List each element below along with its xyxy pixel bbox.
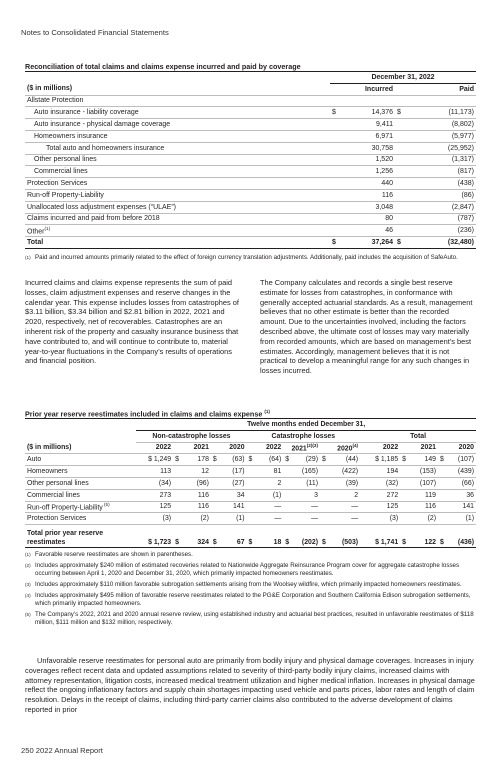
- table2-row: [25, 489, 476, 501]
- table1-row: [25, 237, 476, 249]
- cell-d2: [395, 95, 405, 107]
- table1-row: [25, 166, 476, 178]
- value-cell: 18: [258, 525, 284, 548]
- value-cell: 116: [182, 501, 211, 513]
- value-cell: $ 1,249: [136, 454, 173, 466]
- cell-paid: (32,480): [405, 237, 476, 249]
- value-cell: 194: [360, 466, 400, 478]
- page-header: Notes to Consolidated Financial Statements: [21, 28, 169, 37]
- table1-row: [25, 119, 476, 131]
- value-cell: $: [211, 525, 220, 548]
- table2-row: [25, 513, 476, 525]
- cell-incurred: 30,758: [340, 142, 395, 154]
- value-cell: (153): [409, 466, 438, 478]
- value-cell: [320, 466, 329, 478]
- row-label: Other$^{(1)}$: [25, 225, 330, 237]
- cell-d1: [330, 166, 340, 178]
- row-label: Run-off Property-Liability $^{(5)}$: [25, 501, 136, 513]
- cell-d2: [395, 154, 405, 166]
- row-label: Claims incurred and paid from before 2018: [25, 213, 330, 225]
- value-cell: 119: [409, 489, 438, 501]
- table1-row: [25, 142, 476, 154]
- table1-row: [25, 225, 476, 237]
- cell-incurred: 1,256: [340, 166, 395, 178]
- cell-paid: (2,847): [405, 201, 476, 213]
- cell-d2: $: [395, 107, 405, 119]
- value-cell: (436): [447, 525, 476, 548]
- value-cell: 116: [409, 501, 438, 513]
- value-cell: (1): [258, 489, 284, 501]
- value-cell: (34): [136, 477, 173, 489]
- value-cell: 125: [136, 501, 173, 513]
- value-cell: 113: [136, 466, 173, 478]
- paragraph-right: The Company calculates and records a single best reserve estimate for losses from catastrophes, in conformance with generally accepted actuarial standards. As a result, management believes that no other estimate is better than the recorded amount. Due to the uncertainties involved, including the factors described above, the ultimate cost of losses may vary materially from recorded amounts, which are based on management’s best estimates. Accordingly, management believes that it is not practical to develop a meaningful range for any such changes in losses incurred.: [260, 278, 473, 376]
- value-cell: $: [320, 454, 329, 466]
- value-cell: 125: [360, 501, 400, 513]
- table2-title: Prior year reserve reestimates included in claims and claims expense $^{(1)}$: [25, 409, 270, 419]
- row-label: Homeowners: [25, 466, 136, 478]
- cell-d1: [330, 130, 340, 142]
- cell-incurred: 14,376: [340, 107, 395, 119]
- value-cell: [247, 466, 258, 478]
- table2-row: [25, 501, 476, 513]
- value-cell: [173, 513, 182, 525]
- row-label: Commercial lines: [25, 166, 330, 178]
- value-cell: 67: [220, 525, 247, 548]
- table1-row: [25, 213, 476, 225]
- value-cell: —: [292, 513, 320, 525]
- value-cell: [211, 477, 220, 489]
- year-header: 2022: [360, 442, 400, 454]
- row-label: Homeowners insurance: [25, 130, 330, 142]
- row-label: Total prior year reserve reestimates: [25, 525, 136, 548]
- value-cell: 36: [447, 489, 476, 501]
- cell-incurred: [340, 95, 395, 107]
- value-cell: $: [320, 525, 329, 548]
- table1-title: Reconciliation of total claims and claims expense incurred and paid by coverage: [25, 62, 301, 71]
- table2-row: [25, 466, 476, 478]
- cell-incurred: 9,411: [340, 119, 395, 131]
- cell-paid: (5,977): [405, 130, 476, 142]
- table2-row: [25, 454, 476, 466]
- value-cell: (503): [329, 525, 360, 548]
- cell-paid: (25,952): [405, 142, 476, 154]
- cell-incurred: 116: [340, 189, 395, 201]
- cell-paid: (1,317): [405, 154, 476, 166]
- cell-d2: [395, 225, 405, 237]
- cell-d1: [330, 189, 340, 201]
- value-cell: 149: [409, 454, 438, 466]
- value-cell: [283, 501, 292, 513]
- value-cell: $: [247, 454, 258, 466]
- cell-d1: [330, 154, 340, 166]
- table1-footnotes: [25, 254, 475, 265]
- value-cell: (64): [258, 454, 284, 466]
- value-cell: [320, 489, 329, 501]
- footnote: (4) Includes approximately $495 million of favorable reserve reestimates related to the PG&E Corporation and Southern California Edison subrogation settlements, which primarily impacted homeowners.: [25, 592, 471, 607]
- footnote: (1) Favorable reserve reestimates are shown in parentheses.: [25, 551, 193, 558]
- value-cell: —: [329, 501, 360, 513]
- group-cat: Catastrophe losses: [247, 430, 361, 442]
- value-cell: (3): [360, 513, 400, 525]
- row-label: Total auto and homeowners insurance: [25, 142, 330, 154]
- table1-row: [25, 107, 476, 119]
- value-cell: (63): [220, 454, 247, 466]
- value-cell: [438, 513, 447, 525]
- value-cell: (17): [220, 466, 247, 478]
- cell-d1: [330, 225, 340, 237]
- table1-row: [25, 189, 476, 201]
- value-cell: $: [247, 525, 258, 548]
- cell-incurred: 6,971: [340, 130, 395, 142]
- value-cell: [247, 477, 258, 489]
- value-cell: (39): [329, 477, 360, 489]
- row-label: Run-off Property-Liability: [25, 189, 330, 201]
- cell-incurred: 1,520: [340, 154, 395, 166]
- table1-row: [25, 95, 476, 107]
- value-cell: [247, 489, 258, 501]
- cell-incurred: 37,264: [340, 237, 395, 249]
- row-label: Commercial lines: [25, 489, 136, 501]
- paragraph-left: Incurred claims and claims expense represents the sum of paid losses, claim adjustment expenses and reserve changes in the calendar year. This expense includes losses from catastrophes of $3.11 billion, $3.34 billion and $2.81 billion in 2022, 2021 and 2020, respectively, net of recoverables. Catastrophes are an inherent risk of the property and casualty insurance business that have contributed to, and will continue to contribute to, material year-to-year fluctuations in the Company’s results of operations and financial position.: [25, 278, 239, 366]
- cell-paid: (438): [405, 178, 476, 190]
- cell-d1: [330, 119, 340, 131]
- reestimates-table: [25, 419, 476, 548]
- value-cell: —: [292, 501, 320, 513]
- value-cell: [400, 489, 409, 501]
- table2-row: [25, 477, 476, 489]
- value-cell: $ 1,741: [360, 525, 400, 548]
- table2-period: Twelve months ended December 31,: [136, 419, 476, 430]
- value-cell: —: [329, 513, 360, 525]
- value-cell: $ 1,723: [136, 525, 173, 548]
- value-cell: 178: [182, 454, 211, 466]
- year-header: $2021^{(2)(3)}$: [283, 442, 320, 454]
- value-cell: [173, 466, 182, 478]
- value-cell: [320, 501, 329, 513]
- value-cell: (66): [447, 477, 476, 489]
- row-label: Protection Services: [25, 513, 136, 525]
- value-cell: [438, 489, 447, 501]
- year-header: 2020: [211, 442, 247, 454]
- footnote-text: Paid and incurred amounts primarily related to the effect of foreign currency translation adjustments. Additionally, paid includes the acquisition of SafeAuto.: [35, 254, 458, 261]
- value-cell: (11): [292, 477, 320, 489]
- value-cell: 141: [447, 501, 476, 513]
- value-cell: (1): [447, 513, 476, 525]
- year-header: 2022: [136, 442, 173, 454]
- cell-d2: [395, 119, 405, 131]
- footnote: (5) The Company’s 2022, 2021 and 2020 annual reserve review, using established industry and actuarial best practices, resulted in unfavorable reestimates of $118 million, $111 million and $132 million, respectively.: [25, 611, 474, 626]
- value-cell: 81: [258, 466, 284, 478]
- cell-d1: [330, 142, 340, 154]
- cell-incurred: 440: [340, 178, 395, 190]
- row-label: Auto insurance - liability coverage: [25, 107, 330, 119]
- value-cell: 2: [258, 477, 284, 489]
- value-cell: 12: [182, 466, 211, 478]
- value-cell: 116: [182, 489, 211, 501]
- cell-d1: [330, 213, 340, 225]
- value-cell: (107): [447, 454, 476, 466]
- cell-d2: $: [395, 237, 405, 249]
- table2-unit: ($ in millions): [25, 442, 136, 454]
- value-cell: [173, 489, 182, 501]
- cell-paid: (11,173): [405, 107, 476, 119]
- cell-d2: [395, 201, 405, 213]
- value-cell: (107): [409, 477, 438, 489]
- value-cell: (3): [136, 513, 173, 525]
- value-cell: [400, 513, 409, 525]
- table2-row: [25, 525, 476, 548]
- table1-unit: ($ in millions): [25, 83, 330, 95]
- value-cell: [173, 477, 182, 489]
- table1-period: December 31, 2022: [330, 72, 476, 83]
- cell-paid: (236): [405, 225, 476, 237]
- incurred-header: Incurred: [330, 83, 395, 95]
- table1-row: [25, 178, 476, 190]
- cell-d2: [395, 178, 405, 190]
- value-cell: $: [438, 525, 447, 548]
- value-cell: 324: [182, 525, 211, 548]
- value-cell: [438, 466, 447, 478]
- claims-table: [25, 72, 476, 249]
- value-cell: [283, 477, 292, 489]
- year-header: 2021: [173, 442, 211, 454]
- row-label: Total: [25, 237, 330, 249]
- value-cell: [320, 477, 329, 489]
- value-cell: [247, 501, 258, 513]
- value-cell: [211, 501, 220, 513]
- year-header: 2020$^{(4)}$: [320, 442, 360, 454]
- value-cell: [283, 489, 292, 501]
- value-cell: 3: [292, 489, 320, 501]
- value-cell: $: [283, 454, 292, 466]
- value-cell: (2): [182, 513, 211, 525]
- cell-d2: [395, 213, 405, 225]
- page-footer: 250 2022 Annual Report: [21, 746, 103, 755]
- value-cell: [400, 466, 409, 478]
- value-cell: —: [258, 501, 284, 513]
- value-cell: 34: [220, 489, 247, 501]
- row-label: Other personal lines: [25, 477, 136, 489]
- cell-paid: (86): [405, 189, 476, 201]
- cell-paid: (787): [405, 213, 476, 225]
- row-label: Other personal lines: [25, 154, 330, 166]
- value-cell: $: [173, 525, 182, 548]
- table1-row: [25, 154, 476, 166]
- value-cell: [247, 513, 258, 525]
- value-cell: [283, 466, 292, 478]
- cell-d1: [330, 178, 340, 190]
- paragraph-bottom: Unfavorable reserve reestimates for personal auto are primarily from bodily injury and physical damage coverages. Increases in injury coverages reflect recent data and updated assumptions related to severity of third-party bodily injury claims, increased claims with attorney representation, litigation costs, increased medical treatment utilization and higher medical inflation. Increases in physical damage reflect the ongoing inflationary factors and supply chain shortages impacting used vehicle and parts prices, labor rates and length of claim resolution. Delays in the receipt of claims, including third-party carrier claims also contributed to the adverse development of claims reported in prior: [25, 656, 475, 714]
- value-cell: 2: [329, 489, 360, 501]
- value-cell: (29): [292, 454, 320, 466]
- value-cell: (422): [329, 466, 360, 478]
- row-label: Auto: [25, 454, 136, 466]
- value-cell: [173, 501, 182, 513]
- value-cell: $: [211, 454, 220, 466]
- value-cell: 122: [409, 525, 438, 548]
- row-label: Allstate Protection: [25, 95, 330, 107]
- value-cell: $: [283, 525, 292, 548]
- value-cell: (96): [182, 477, 211, 489]
- cell-d2: [395, 189, 405, 201]
- cell-paid: [405, 95, 476, 107]
- footnote: (2) Includes approximately $240 million of estimated recoveries related to Nationwide Aggregate Reinsurance Program cover for aggregate catastrophe losses occurring between April 1, 2020 and December 31, 2020, which primarily impacted homeowners reestimates.: [25, 562, 460, 577]
- value-cell: (165): [292, 466, 320, 478]
- value-cell: (32): [360, 477, 400, 489]
- value-cell: 141: [220, 501, 247, 513]
- cell-incurred: 3,048: [340, 201, 395, 213]
- value-cell: $: [400, 454, 409, 466]
- cell-d1: $: [330, 237, 340, 249]
- value-cell: (1): [220, 513, 247, 525]
- value-cell: [211, 513, 220, 525]
- value-cell: [211, 466, 220, 478]
- cell-paid: (817): [405, 166, 476, 178]
- value-cell: [400, 501, 409, 513]
- cell-d2: [395, 142, 405, 154]
- value-cell: [438, 501, 447, 513]
- table2-footnotes: [25, 551, 475, 630]
- value-cell: (202): [292, 525, 320, 548]
- row-label: Auto insurance - physical damage coverage: [25, 119, 330, 131]
- value-cell: [283, 513, 292, 525]
- value-cell: (439): [447, 466, 476, 478]
- value-cell: 272: [360, 489, 400, 501]
- cell-d1: $: [330, 107, 340, 119]
- value-cell: (27): [220, 477, 247, 489]
- cell-incurred: 80: [340, 213, 395, 225]
- value-cell: $: [438, 454, 447, 466]
- value-cell: 273: [136, 489, 173, 501]
- footnote: (3) Includes approximately $110 million favorable subrogation settlements arising from the Woolsey wildfire, which primarily impacted homeowners reestimates.: [25, 581, 462, 588]
- value-cell: $ 1,185: [360, 454, 400, 466]
- value-cell: $: [400, 525, 409, 548]
- cell-incurred: 46: [340, 225, 395, 237]
- footnote-mark: (1): [25, 255, 31, 260]
- group-noncat: Non-catastrophe losses: [136, 430, 246, 442]
- cell-d1: [330, 95, 340, 107]
- value-cell: [211, 489, 220, 501]
- cell-d2: [395, 130, 405, 142]
- row-label: Unallocated loss adjustment expenses (“ULAE”): [25, 201, 330, 213]
- value-cell: [320, 513, 329, 525]
- value-cell: —: [258, 513, 284, 525]
- year-header: 2020: [438, 442, 476, 454]
- row-label: Protection Services: [25, 178, 330, 190]
- cell-paid: (8,802): [405, 119, 476, 131]
- cell-d1: [330, 201, 340, 213]
- year-header: 2022: [247, 442, 284, 454]
- table1-row: [25, 130, 476, 142]
- group-total: Total: [360, 430, 476, 442]
- value-cell: (44): [329, 454, 360, 466]
- value-cell: [438, 477, 447, 489]
- year-header: 2021: [400, 442, 438, 454]
- value-cell: (2): [409, 513, 438, 525]
- value-cell: $: [173, 454, 182, 466]
- paid-header: Paid: [395, 83, 476, 95]
- table1-row: [25, 201, 476, 213]
- cell-d2: [395, 166, 405, 178]
- value-cell: [400, 477, 409, 489]
